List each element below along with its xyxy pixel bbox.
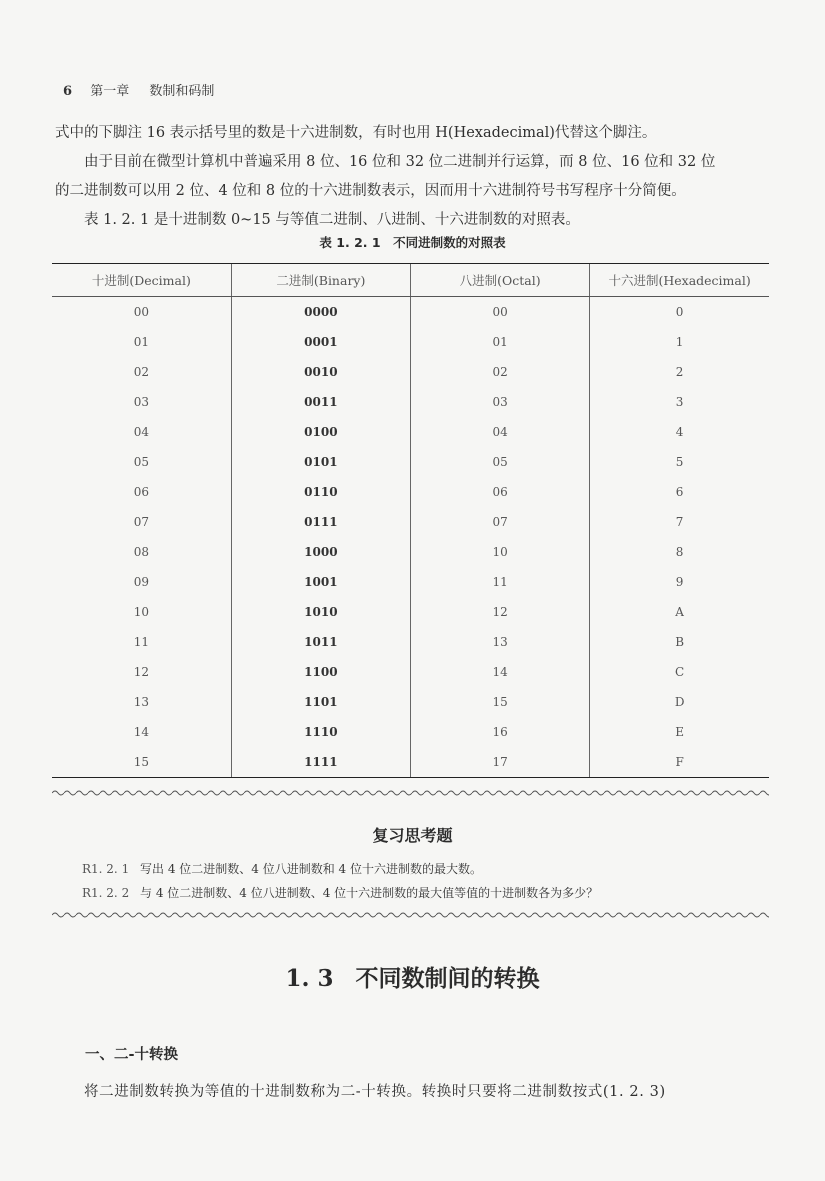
binary-cell: 1101 bbox=[231, 687, 410, 717]
binary-cell: 1010 bbox=[231, 597, 410, 627]
octal-cell: 04 bbox=[411, 417, 590, 447]
table-row bbox=[52, 387, 769, 417]
hex-cell: 8 bbox=[590, 537, 769, 567]
hex-cell: A bbox=[590, 597, 769, 627]
hex-cell: 0 bbox=[590, 297, 769, 328]
question-text: 写出 4 位二进制数、4 位八进制数和 4 位十六进制数的最大数。 bbox=[140, 862, 482, 876]
octal-cell: 15 bbox=[411, 687, 590, 717]
decimal-cell: 11 bbox=[133, 635, 150, 649]
decimal-cell: 15 bbox=[52, 747, 231, 778]
column-header-binary: 二进制(Binary) bbox=[231, 264, 410, 297]
table-row bbox=[52, 507, 769, 537]
table-body bbox=[52, 297, 769, 778]
decimal-cell: 12 bbox=[133, 665, 150, 679]
table-caption: 表 1. 2. 1 不同进制数的对照表 bbox=[319, 235, 506, 250]
decimal-cell: 06 bbox=[133, 485, 150, 499]
binary-cell: 1110 bbox=[231, 717, 410, 747]
table-row bbox=[52, 327, 769, 357]
question-id: R1. 2. 1 bbox=[82, 862, 130, 876]
octal-cell: 06 bbox=[411, 477, 590, 507]
hex-cell: F bbox=[590, 747, 769, 778]
page-header bbox=[63, 80, 214, 99]
wavy-divider-top bbox=[52, 789, 769, 797]
table-header-row bbox=[52, 264, 769, 297]
table-row bbox=[52, 627, 769, 657]
decimal-cell: 13 bbox=[133, 695, 150, 709]
octal-cell: 16 bbox=[411, 717, 590, 747]
decimal-cell: 08 bbox=[133, 545, 150, 559]
hex-cell: C bbox=[590, 657, 769, 687]
question-id: R1. 2. 2 bbox=[82, 886, 130, 900]
decimal-cell: 14 bbox=[133, 725, 150, 739]
paragraph-footnote-note: 式中的下脚注 16 表示括号里的数是十六进制数，有时也用 H(Hexadecimal)代替这个脚注。 bbox=[55, 125, 657, 141]
binary-cell: 0011 bbox=[231, 387, 410, 417]
wavy-divider-bottom bbox=[52, 911, 769, 919]
binary-cell: 0111 bbox=[231, 507, 410, 537]
decimal-cell: 09 bbox=[133, 575, 150, 589]
hex-cell: 9 bbox=[590, 567, 769, 597]
decimal-cell: 02 bbox=[133, 365, 150, 379]
hex-cell: 3 bbox=[590, 387, 769, 417]
octal-cell: 13 bbox=[411, 627, 590, 657]
hex-cell: 7 bbox=[590, 507, 769, 537]
review-question bbox=[82, 860, 482, 877]
decimal-cell: 01 bbox=[133, 335, 150, 349]
binary-cell: 1111 bbox=[231, 747, 410, 778]
question-text: 与 4 位二进制数、4 位八进制数、4 位十六进制数的最大值等值的十进制数各为多少？ bbox=[140, 886, 599, 900]
table-row bbox=[52, 297, 769, 328]
binary-cell: 0001 bbox=[231, 327, 410, 357]
binary-cell: 1100 bbox=[231, 657, 410, 687]
table-row bbox=[52, 477, 769, 507]
table-row bbox=[52, 717, 769, 747]
hex-cell: 2 bbox=[590, 357, 769, 387]
octal-cell: 03 bbox=[411, 387, 590, 417]
binary-cell: 1001 bbox=[231, 567, 410, 597]
decimal-cell: 10 bbox=[133, 605, 150, 619]
table-row bbox=[52, 447, 769, 477]
page-number: 6 bbox=[63, 84, 73, 99]
binary-cell: 0010 bbox=[231, 357, 410, 387]
table-row bbox=[52, 687, 769, 717]
subsection-heading: 一、二-十转换 bbox=[85, 1047, 179, 1063]
table-row bbox=[52, 357, 769, 387]
column-header-decimal: 十进制(Decimal) bbox=[52, 264, 231, 297]
table-row bbox=[52, 417, 769, 447]
section-title: 不同数制间的转换 bbox=[355, 965, 540, 992]
table-row bbox=[52, 657, 769, 687]
octal-cell: 11 bbox=[411, 567, 590, 597]
octal-cell: 00 bbox=[411, 297, 590, 328]
binary-cell: 0000 bbox=[231, 297, 410, 328]
section-heading bbox=[0, 960, 825, 993]
binary-cell: 1000 bbox=[231, 537, 410, 567]
hex-cell: 1 bbox=[590, 327, 769, 357]
decimal-cell: 03 bbox=[133, 395, 150, 409]
binary-cell: 1011 bbox=[231, 627, 410, 657]
review-question bbox=[82, 884, 598, 901]
review-title: 复习思考题 bbox=[372, 826, 453, 845]
octal-cell: 17 bbox=[411, 747, 590, 778]
octal-cell: 05 bbox=[411, 447, 590, 477]
chapter-label: 第一章 bbox=[90, 84, 130, 99]
paragraph-table-intro: 表 1. 2. 1 是十进制数 0~15 与等值二进制、八进制、十六进制数的对照表。 bbox=[84, 212, 580, 228]
hex-cell: 6 bbox=[590, 477, 769, 507]
table-row bbox=[52, 537, 769, 567]
octal-cell: 02 bbox=[411, 357, 590, 387]
paragraph-conversion: 将二进制数转换为等值的十进制数称为二-十转换。转换时只要将二进制数按式(1. 2. 3) bbox=[84, 1084, 666, 1100]
binary-cell: 0110 bbox=[231, 477, 410, 507]
number-system-table bbox=[52, 263, 769, 778]
octal-cell: 14 bbox=[411, 657, 590, 687]
table-row bbox=[52, 597, 769, 627]
octal-cell: 10 bbox=[411, 537, 590, 567]
table-row bbox=[52, 747, 769, 778]
hex-cell: 4 bbox=[590, 417, 769, 447]
hex-cell: E bbox=[590, 717, 769, 747]
binary-cell: 0100 bbox=[231, 417, 410, 447]
column-header-octal: 八进制(Octal) bbox=[411, 264, 590, 297]
decimal-cell: 00 bbox=[133, 305, 150, 319]
octal-cell: 07 bbox=[411, 507, 590, 537]
column-header-hex: 十六进制(Hexadecimal) bbox=[590, 264, 769, 297]
hex-cell: B bbox=[590, 627, 769, 657]
decimal-cell: 07 bbox=[133, 515, 150, 529]
decimal-cell: 04 bbox=[133, 425, 150, 439]
hex-cell: D bbox=[590, 687, 769, 717]
binary-cell: 0101 bbox=[231, 447, 410, 477]
table-row bbox=[52, 567, 769, 597]
section-number: 1. 3 bbox=[285, 965, 334, 992]
chapter-title: 数制和码制 bbox=[149, 84, 215, 99]
paragraph-hex-usage-line1: 由于目前在微型计算机中普遍采用 8 位、16 位和 32 位二进制并行运算，而 8 位、16 位和 32 位 bbox=[84, 154, 716, 170]
hex-cell: 5 bbox=[590, 447, 769, 477]
paragraph-hex-usage-line2: 的二进制数可以用 2 位、4 位和 8 位的十六进制数表示，因而用十六进制符号书写程序十分简便。 bbox=[55, 183, 686, 199]
octal-cell: 12 bbox=[411, 597, 590, 627]
decimal-cell: 05 bbox=[133, 455, 150, 469]
octal-cell: 01 bbox=[411, 327, 590, 357]
